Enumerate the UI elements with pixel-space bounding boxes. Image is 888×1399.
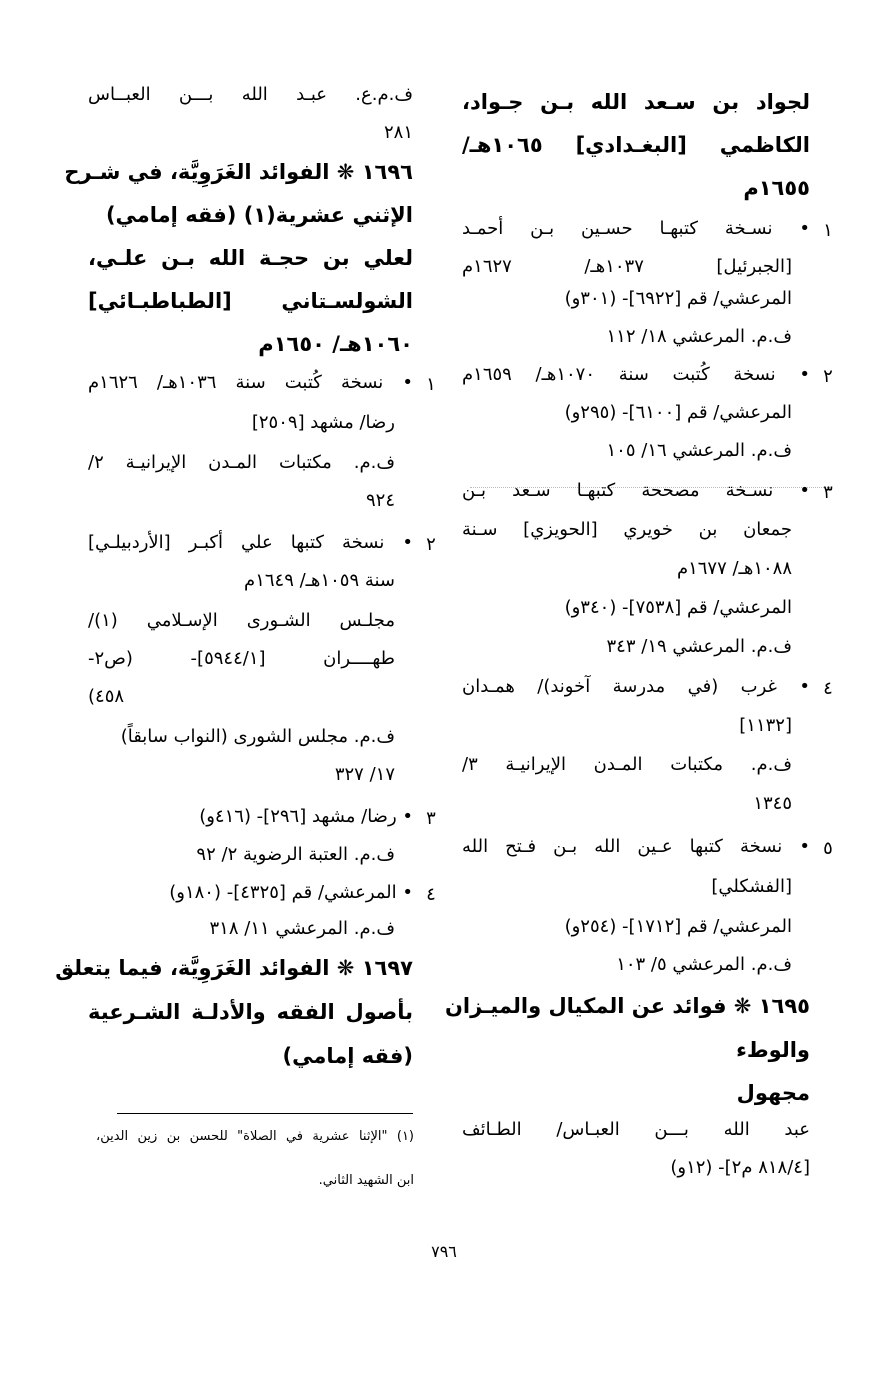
list-line: ف.م. مكتبات المـدن الإيرانيـة ٣/ (462, 754, 792, 775)
list-line: المرعشي/ قم [٦٩٢٢]- (٣٠١و) (564, 288, 792, 309)
entry-category: (فقه إمامي) (282, 1044, 413, 1068)
list-line: ف.م. المرعشي ١٩/ ٣٤٣ (606, 636, 792, 657)
list-line: [الجبرئيل] ١٠٣٧هـ/ ١٦٢٧م (462, 256, 792, 277)
entry-title: والوطء (736, 1038, 810, 1062)
list-line: ١٠٨٨هـ/ ١٦٧٧م (676, 558, 792, 579)
list-line: عبد الله بـــن العبـاس/ الطـائف (462, 1119, 810, 1140)
list-line: المرعشي/ قم [٦١٠٠]- (٢٩٥و) (564, 402, 792, 423)
list-line: ف.م. المرعشي ٥/ ١٠٣ (616, 954, 792, 975)
item-number: ٢ (426, 534, 436, 555)
list-line: ٤٥٨) (88, 686, 125, 707)
list-item: • المرعشي/ قم [٤٣٢٥]- (١٨٠و) (169, 882, 413, 903)
list-line: ف.م. المرعشي ١٦/ ١٠٥ (606, 440, 792, 461)
list-line: طهــــران [٥٩٤٤/١]- (ص٢- (88, 648, 395, 669)
item-number: ٤ (426, 884, 436, 905)
list-line: ٩٢٤ (365, 490, 395, 511)
page-number: ٧٩٦ (431, 1242, 457, 1261)
entry-author: مجهول (736, 1081, 810, 1105)
list-item: • نسخة كتبها عـين الله بـن فـتح الله (462, 836, 810, 857)
item-number: ٣ (823, 482, 833, 503)
list-line: [٨١٨/٤ م٢]- (١٢و) (670, 1157, 810, 1178)
list-line: ١٣٤٥ (753, 793, 792, 814)
item-number: ١ (426, 374, 436, 395)
list-line: ف.م. مجلس الشورى (النواب سابقاً) (120, 726, 395, 747)
item-number: ٢ (823, 366, 833, 387)
list-line: ف.م.ع. عبـد الله بـــن العبــاس (88, 84, 413, 105)
list-line: ف.م. المرعشي ١٨/ ١١٢ (606, 326, 792, 347)
list-line: [١١٣٢] (739, 715, 792, 736)
list-line: [الفشكلي] (711, 876, 792, 897)
list-line: ١٧/ ٣٢٧ (334, 764, 395, 785)
item-number: ٣ (426, 808, 436, 829)
footnote-separator (117, 1113, 413, 1114)
list-line: ف.م. مكتبات المـدن الإيرانيـة ٢/ (88, 452, 395, 473)
list-item: • نسخة كُتبت سنة ١٠٣٦هـ/ ١٦٢٦م (88, 372, 413, 393)
list-line: المرعشي/ قم [٧٥٣٨]- (٣٤٠و) (564, 597, 792, 618)
heading-line: ١٦٥٥م (743, 176, 810, 200)
item-number: ٤ (823, 678, 833, 699)
heading-line: لجواد بن سـعد الله بـن جـواد، (462, 90, 810, 114)
list-item: • نسـخة كتبهـا حسـين بـن أحمـد (462, 218, 810, 239)
entry-dates: ١٠٦٠هـ/ ١٦٥٠م (258, 332, 413, 356)
entry-title: ١٦٩٥ ❋ فوائد عن المكيال والميـزان (444, 994, 810, 1018)
list-line: ٢٨١ (383, 122, 413, 143)
list-item: • غرب (في مدرسة آخوند)/ همـدان (462, 676, 810, 697)
list-item: • نسـخة مصححة كتبهـا سـعد بـن (462, 480, 810, 501)
entry-author: لعلي بن حجـة الله بـن علـي، (88, 246, 413, 270)
list-item: • نسخة كُتبت سنة ١٠٧٠هـ/ ١٦٥٩م (462, 364, 810, 385)
list-line: مجلـس الشـورى الإسـلامي (١)/ (88, 610, 395, 631)
entry-author: الشولسـتاني [الطباطبـائي] (88, 289, 413, 313)
entry-title: الإثني عشرية(١) (فقه إمامي) (105, 203, 413, 227)
heading-line: الكاظمي [البغـدادي] ١٠٦٥هـ/ (462, 133, 810, 157)
entry-title: ١٦٩٦ ❋ الفوائد الغَرَوِيَّة، في شـرح (64, 160, 413, 184)
item-number: ١ (823, 220, 833, 241)
footnote-line: ابن الشهيد الثاني. (318, 1173, 414, 1188)
list-line: ف.م. المرعشي ١١/ ٣١٨ (209, 918, 395, 939)
entry-title: بأصول الفقه والأدلـة الشـرعية (88, 1000, 413, 1024)
list-line: رضا/ مشهد [٢٥٠٩] (251, 412, 395, 433)
list-line: سنة ١٠٥٩هـ/ ١٦٤٩م (244, 570, 395, 591)
item-number: ٥ (823, 838, 833, 859)
footnote-line: (١) "الإثنا عشرية في الصلاة" للحسن بن زين الدين، (96, 1129, 414, 1144)
entry-title: ١٦٩٧ ❋ الفوائد الغَرَوِيَّة، فيما يتعلق (55, 956, 413, 980)
list-line: جمعان بن خويري [الحويزي] سـنة (462, 519, 792, 540)
list-item: • نسخة كتبها علي أكبـر [الأردبيلـي] (88, 532, 413, 553)
list-line: ف.م. العتبة الرضوية ٢/ ٩٢ (196, 844, 395, 865)
list-line: المرعشي/ قم [١٧١٢]- (٢٥٤و) (564, 916, 792, 937)
list-item: • رضا/ مشهد [٢٩٦]- (٤١٦و) (199, 806, 413, 827)
